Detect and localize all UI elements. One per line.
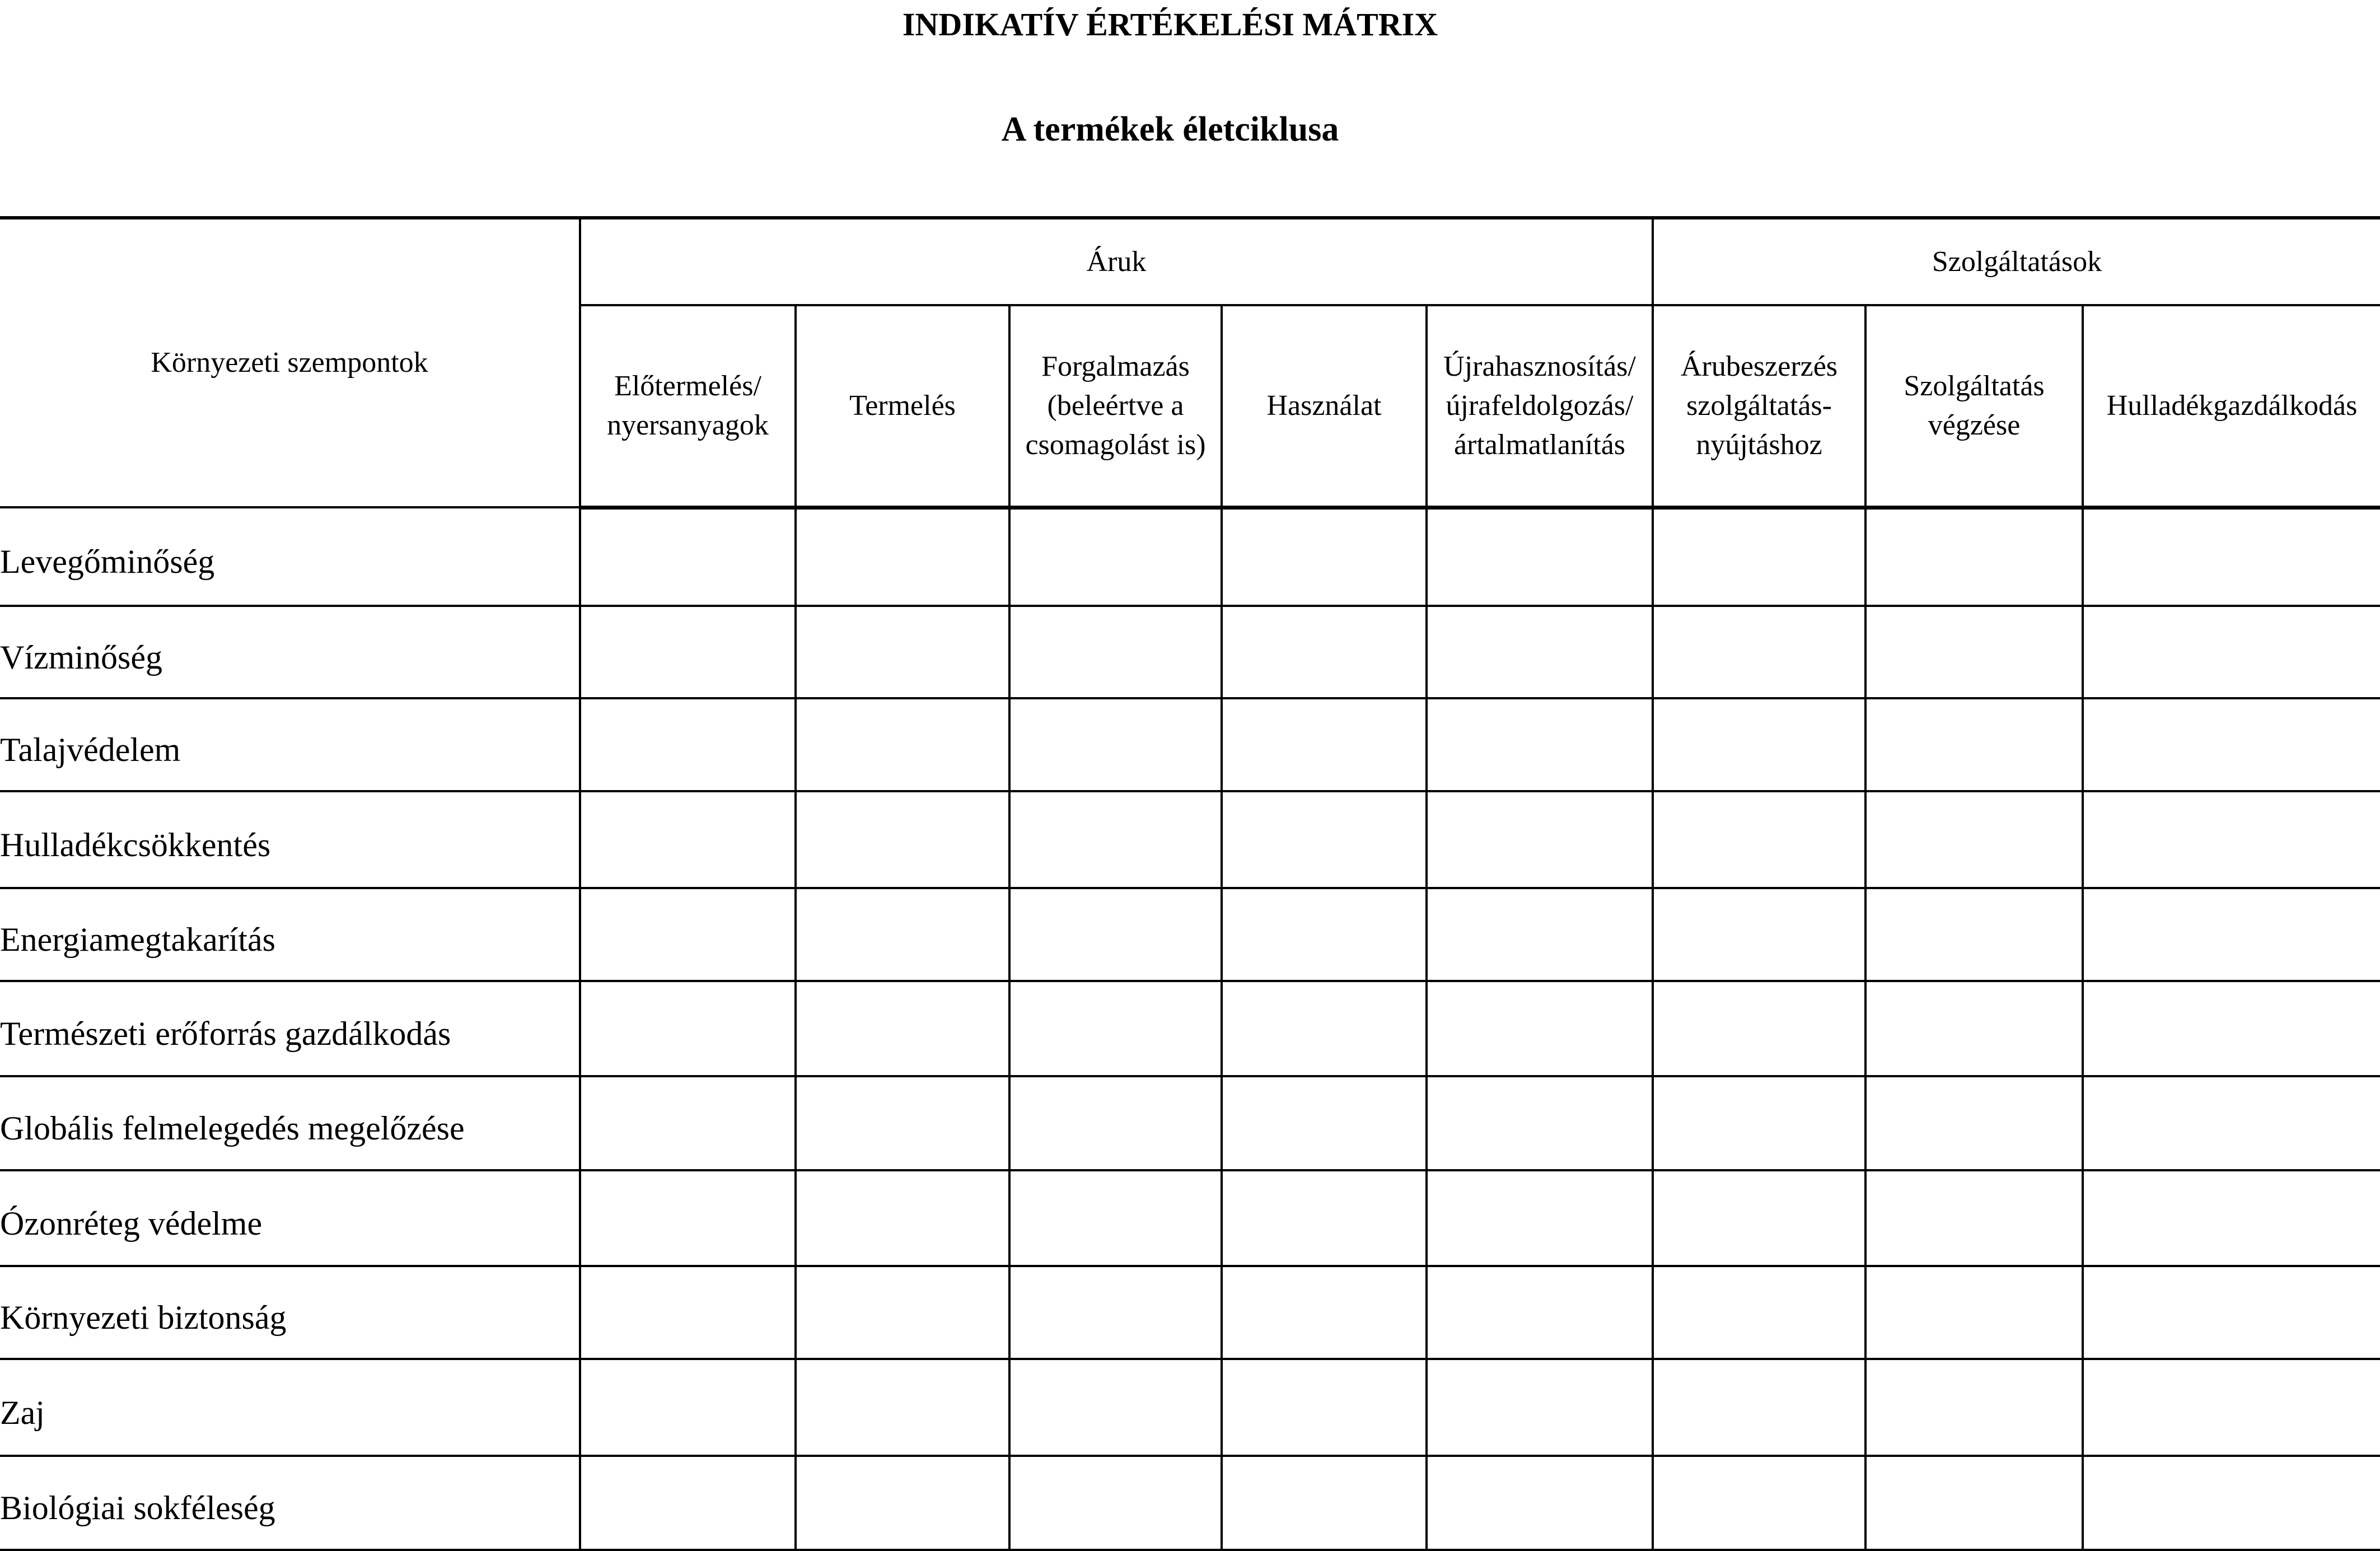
matrix-cell: [1653, 507, 1865, 606]
matrix-cell: [1865, 888, 2083, 981]
matrix-cell: [1427, 888, 1653, 981]
matrix-cell: [1653, 888, 1865, 981]
matrix-cell: [1009, 791, 1222, 888]
matrix-cell: [1222, 1266, 1427, 1359]
matrix-cell: [2083, 507, 2380, 606]
row-label: Környezeti biztonság: [0, 1266, 580, 1359]
matrix-cell: [580, 981, 796, 1076]
matrix-cell: [2083, 606, 2380, 698]
row-label: Hulladékcsökkentés: [0, 791, 580, 888]
corner-header: [0, 218, 580, 507]
matrix-cell: [796, 888, 1009, 981]
matrix-cell: [1865, 1266, 2083, 1359]
row-label: Talajvédelem: [0, 698, 580, 791]
matrix-cell: [2083, 1359, 2380, 1456]
matrix-cell: [796, 698, 1009, 791]
row-label: Biológiai sokféleség: [0, 1456, 580, 1550]
row-label: Természeti erőforrás gazdálkodás: [0, 981, 580, 1076]
table-row: [0, 981, 2380, 1076]
matrix-cell: [1427, 606, 1653, 698]
matrix-cell: [1865, 698, 2083, 791]
column-header: Hulladékgazdálkodás: [2083, 305, 2380, 507]
document-title: INDIKATÍV ÉRTÉKELÉSI MÁTRIX: [902, 6, 1438, 43]
matrix-cell: [1427, 507, 1653, 606]
column-header: Árubeszerzés szolgáltatás-nyújtáshoz: [1653, 305, 1865, 507]
matrix-cell: [1222, 606, 1427, 698]
row-label: Zaj: [0, 1359, 580, 1456]
table-row: [0, 1170, 2380, 1266]
table-row: [0, 507, 2380, 606]
matrix-cell: [1865, 1456, 2083, 1550]
matrix-cell: [796, 791, 1009, 888]
matrix-cell: [1427, 791, 1653, 888]
table-row: [0, 1456, 2380, 1550]
column-header: Újrahasznosítás/ újrafeldolgozás/ ártalmatlanítás: [1427, 305, 1653, 507]
matrix-cell: [1427, 1170, 1653, 1266]
matrix-cell: [1009, 981, 1222, 1076]
matrix-cell: [1222, 791, 1427, 888]
column-header: Szolgáltatás végzése: [1865, 305, 2083, 507]
matrix-cell: [1653, 698, 1865, 791]
matrix-cell: [1427, 1359, 1653, 1456]
row-label: Globális felmelegedés megelőzése: [0, 1076, 580, 1170]
matrix-cell: [1653, 1456, 1865, 1550]
matrix-cell: [1222, 507, 1427, 606]
matrix-cell: [2083, 888, 2380, 981]
matrix-cell: [1865, 1170, 2083, 1266]
group-header-goods: Áruk: [580, 218, 1653, 305]
matrix-cell: [1427, 1076, 1653, 1170]
row-label: Energiamegtakarítás: [0, 888, 580, 981]
matrix-cell: [1222, 1456, 1427, 1550]
matrix-cell: [1222, 1359, 1427, 1456]
matrix-cell: [1653, 1076, 1865, 1170]
table-row: [0, 1359, 2380, 1456]
matrix-cell: [1427, 1266, 1653, 1359]
table-row: [0, 1266, 2380, 1359]
matrix-cell: [1009, 1076, 1222, 1170]
column-header: Termelés: [796, 305, 1009, 507]
matrix-cell: [1222, 1076, 1427, 1170]
matrix-cell: [1865, 791, 2083, 888]
matrix-cell: [580, 606, 796, 698]
matrix-cell: [1009, 888, 1222, 981]
matrix-cell: [580, 1076, 796, 1170]
matrix-cell: [796, 981, 1009, 1076]
group-header-services: Szolgáltatások: [1653, 218, 2380, 305]
matrix-cell: [1009, 1359, 1222, 1456]
matrix-cell: [796, 1170, 1009, 1266]
matrix-cell: [796, 1076, 1009, 1170]
evaluation-matrix: [0, 216, 2380, 1551]
matrix-cell: [796, 1456, 1009, 1550]
matrix-cell: [1653, 1266, 1865, 1359]
matrix-cell: [1009, 1266, 1222, 1359]
matrix-cell: [2083, 981, 2380, 1076]
matrix-cell: [1222, 888, 1427, 981]
matrix-cell: [580, 1266, 796, 1359]
matrix-cell: [1009, 1456, 1222, 1550]
matrix-cell: [580, 507, 796, 606]
matrix-cell: [580, 791, 796, 888]
table-row: [0, 888, 2380, 981]
matrix-cell: [2083, 791, 2380, 888]
matrix-cell: [796, 606, 1009, 698]
matrix-cell: [580, 888, 796, 981]
matrix-cell: [1653, 1359, 1865, 1456]
matrix-cell: [1865, 981, 2083, 1076]
matrix-cell: [2083, 1456, 2380, 1550]
matrix-cell: [580, 1170, 796, 1266]
matrix-cell: [2083, 1266, 2380, 1359]
matrix-cell: [1865, 1076, 2083, 1170]
matrix-cell: [1865, 507, 2083, 606]
table-row: [0, 791, 2380, 888]
matrix-cell: [2083, 698, 2380, 791]
matrix-cell: [1222, 698, 1427, 791]
row-label: Vízminőség: [0, 606, 580, 698]
matrix-cell: [1427, 981, 1653, 1076]
matrix-cell: [796, 1266, 1009, 1359]
matrix-cell: [796, 507, 1009, 606]
matrix-cell: [1653, 1170, 1865, 1266]
matrix-cell: [1865, 606, 2083, 698]
matrix-cell: [1009, 606, 1222, 698]
row-label: Levegőminőség: [0, 507, 580, 606]
matrix-cell: [1427, 698, 1653, 791]
matrix-cell: [580, 698, 796, 791]
corner-header-text: Környezeti szempontok: [151, 347, 428, 379]
matrix-cell: [580, 1456, 796, 1550]
table-row: [0, 1076, 2380, 1170]
column-header: Előtermelés/ nyersanyagok: [580, 305, 796, 507]
table-row: [0, 606, 2380, 698]
matrix-cell: [580, 1359, 796, 1456]
column-header: Forgalmazás (beleértve a csomagolást is): [1009, 305, 1222, 507]
matrix-cell: [1009, 698, 1222, 791]
matrix-cell: [1222, 1170, 1427, 1266]
matrix-cell: [1653, 606, 1865, 698]
matrix-cell: [1222, 981, 1427, 1076]
matrix-cell: [2083, 1076, 2380, 1170]
matrix-cell: [1427, 1456, 1653, 1550]
matrix-cell: [1009, 1170, 1222, 1266]
row-label: Ózonréteg védelme: [0, 1170, 580, 1266]
matrix-cell: [796, 1359, 1009, 1456]
matrix-cell: [1009, 507, 1222, 606]
matrix-cell: [1865, 1359, 2083, 1456]
column-header: Használat: [1222, 305, 1427, 507]
matrix-cell: [2083, 1170, 2380, 1266]
matrix-cell: [1653, 791, 1865, 888]
table-row: [0, 698, 2380, 791]
document-subtitle: A termékek életciklusa: [1001, 110, 1339, 148]
matrix-cell: [1653, 981, 1865, 1076]
